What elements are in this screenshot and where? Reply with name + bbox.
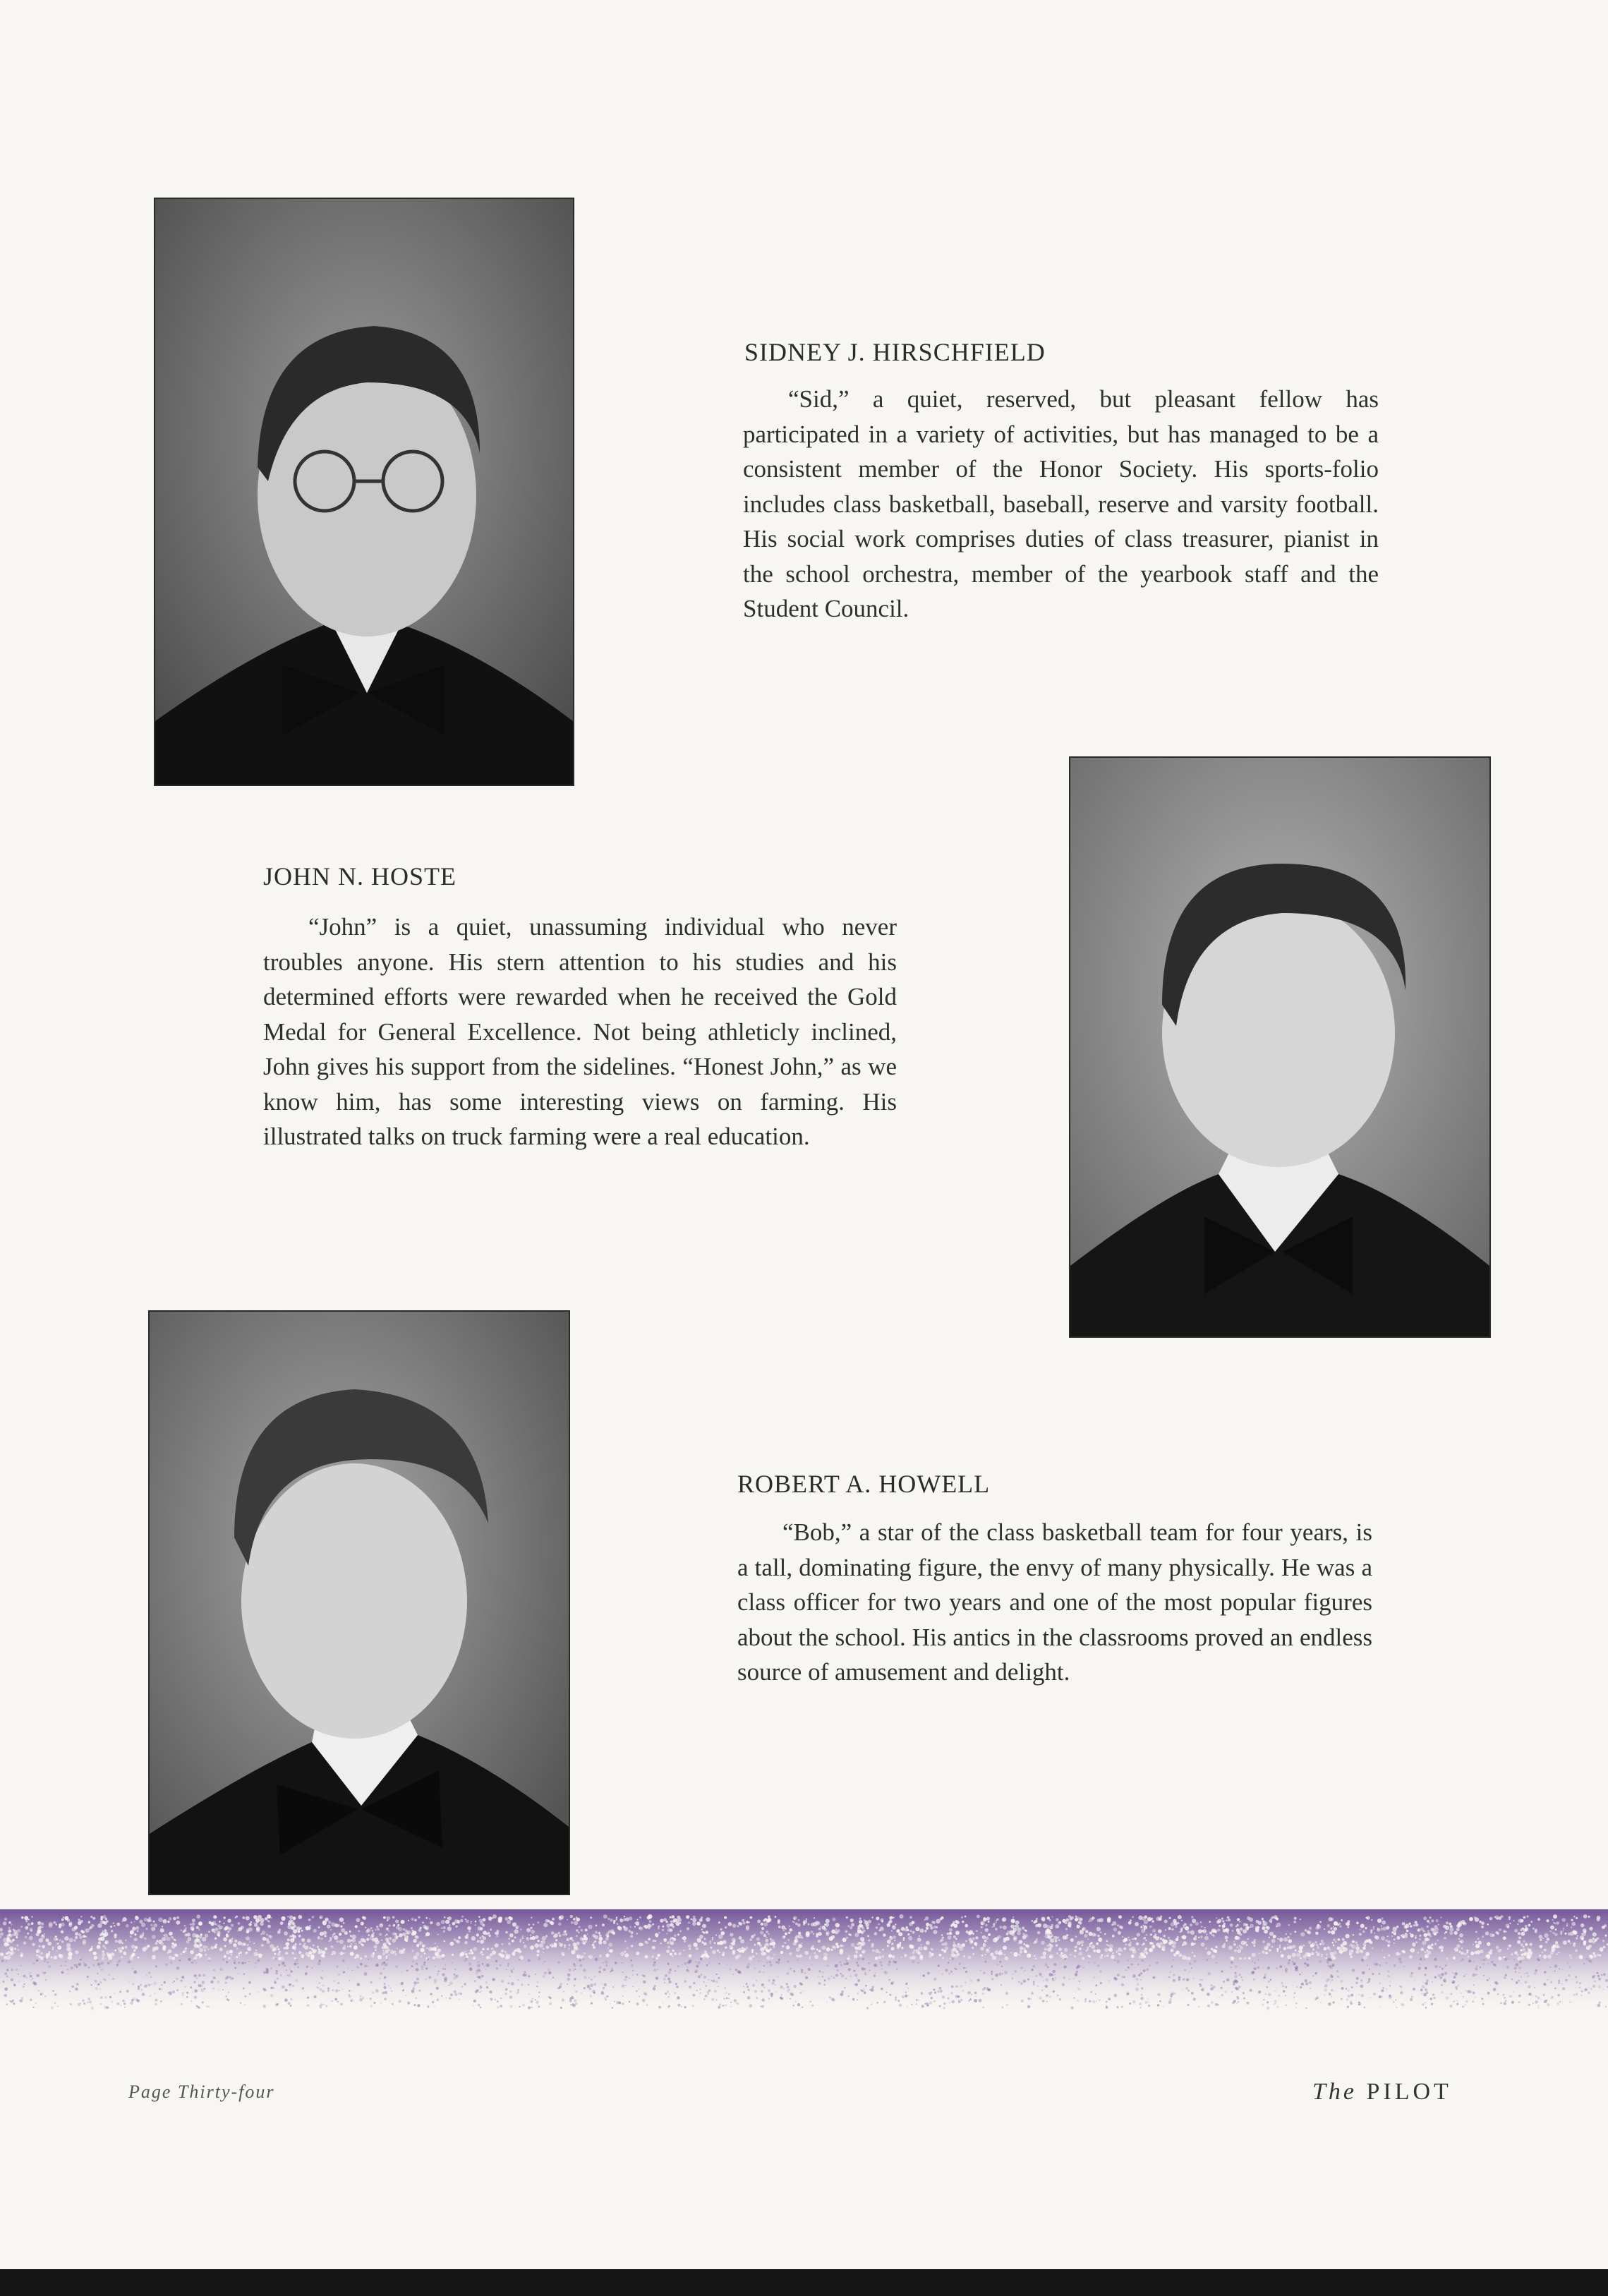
portrait-photo-icon xyxy=(150,1312,569,1894)
decorative-stipple-band xyxy=(0,1909,1608,2015)
publication-title-article: The xyxy=(1312,2079,1357,2105)
portrait-photo-icon xyxy=(155,199,573,785)
page-number-label: Page Thirty-four xyxy=(128,2081,275,2102)
portrait-photo-icon xyxy=(1070,758,1489,1336)
publication-title-name: PILOT xyxy=(1366,2079,1452,2105)
portrait-photo-robert xyxy=(148,1310,570,1895)
portrait-photo-sidney xyxy=(154,198,574,786)
entry-name-john: JOHN N. HOSTE xyxy=(263,862,457,890)
scan-bottom-edge xyxy=(0,2269,1608,2296)
portrait-photo-john xyxy=(1069,756,1491,1338)
entry-name-robert: ROBERT A. HOWELL xyxy=(737,1470,991,1498)
entry-bio-sidney: “Sid,” a quiet, reserved, but pleasant fellow has participated in a variety of activities, but has managed to be a consistent member of the Honor Society. His sports-folio includes class basketball, baseball, reserve and varsity football. His social work comprises duties of class treasurer, pianist in the school orchestra, member of the yearbook staff and the Student Council. xyxy=(743,385,1379,622)
publication-title xyxy=(1312,2079,1452,2105)
entry-bio-john: “John” is a quiet, unassuming individual who never troubles anyone. His stern attention to his studies and his determined efforts were rewarded when he received the Gold Medal for General Excellence. Not being athleticly inclined, John gives his support from the sidelines. “Honest John,” as we know him, has some interesting views on farming. His illustrated talks on truck farming were a real education. xyxy=(263,913,897,1150)
entry-name-sidney: SIDNEY J. HIRSCHFIELD xyxy=(744,338,1046,366)
entry-bio-robert: “Bob,” a star of the class basketball team for four years, is a tall, dominating figure, the envy of many physically. He was a class officer for two years and one of the most popular figures about the school. His antics in the classrooms proved an endless source of amusement and delight. xyxy=(737,1518,1372,1686)
